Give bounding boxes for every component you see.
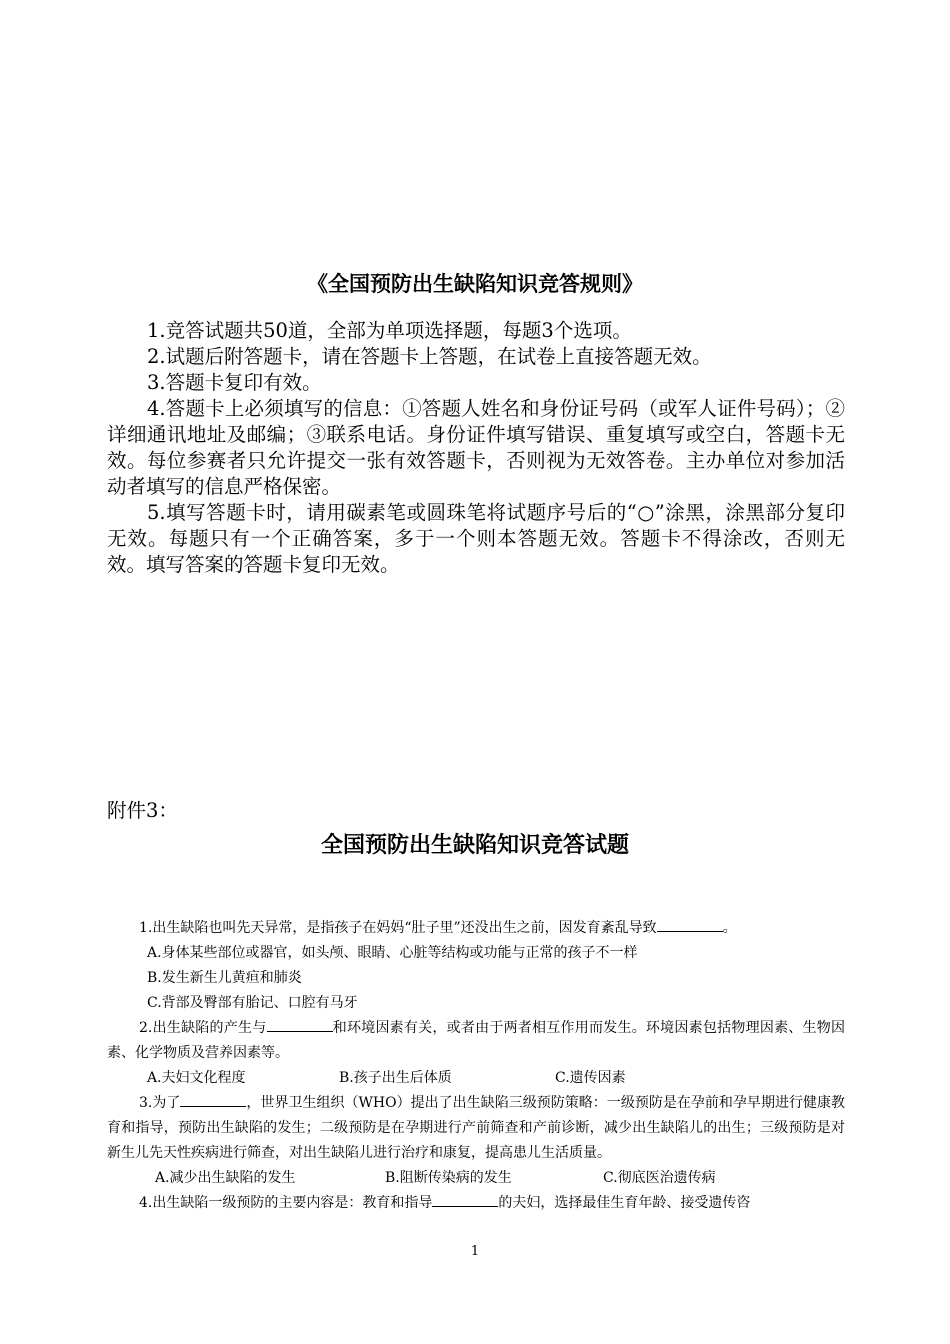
option-c: C.彻底医治遗传病 [603,1170,716,1186]
option-b: B.阻断传染病的发生 [385,1170,512,1186]
option-c: C.遗传因素 [555,1070,626,1086]
answer-blank [657,917,723,932]
options-row [107,1166,845,1191]
question-text: 和环境因素有关，或者由于两者相互作用而发生。环境因素包括物理因素、生物因素、化学物质及营养因素等。 [107,1020,846,1061]
question-4 [107,1191,845,1216]
question-text: 的夫妇，选择最佳生育年龄、接受遗传咨 [498,1195,751,1211]
option-a: A.身体某些部位或器官，如头颅、眼睛、心脏等结构或功能与正常的孩子不一样 [147,945,638,961]
question-3 [107,1091,845,1166]
question-list [107,916,845,1216]
rule-item: 2.试题后附答题卡，请在答题卡上答题，在试卷上直接答题无效。 [147,345,712,368]
question-1 [107,916,845,941]
rule-item: 5.填写答题卡时，请用碳素笔或圆珠笔将试题序号后的“○”涂黑，涂黑部分复印无效。每题只有一个正确答案，多于一个则本答题无效。答题卡不得涂改，否则无效。填写答案的答题卡复印无效。 [107,501,845,576]
rules-title: 《全国预防出生缺陷知识竞答规则》 [307,272,643,296]
option-b: B.孩子出生后体质 [339,1070,452,1086]
rule-item: 4.答题卡上必须填写的信息：①答题人姓名和身份证号码（或军人证件号码）；②详细通讯地址及邮编；③联系电话。身份证件填写错误、重复填写或空白，答题卡无效。每位参赛者只允许提交一张有效答题卡，否则视为无效答卷。主办单位对参加活动者填写的信息严格保密。 [107,397,845,498]
option-a: A.夫妇文化程度 [147,1070,246,1086]
answer-blank [180,1092,246,1107]
question-text: 2.出生缺陷的产生与 [139,1020,267,1036]
question-text: 4.出生缺陷一级预防的主要内容是：教育和指导 [139,1195,433,1211]
question-text: ，世界卫生组织（WHO）提出了出生缺陷三级预防策略：一级预防是在孕前和孕早期进行健康教育和指导，预防出生缺陷的发生；二级预防是在孕期进行产前筛查和产前诊断，减少出生缺陷儿的出生；三级预防是对新生儿先天性疾病进行筛查，对出生缺陷儿进行治疗和康复，提高患儿生活质量。 [107,1095,846,1161]
question-text: 3.为了 [139,1095,181,1111]
rule-item: 1.竞答试题共50道，全部为单项选择题，每题3个选项。 [147,319,632,342]
option-b: B.发生新生儿黄疸和肺炎 [147,970,302,986]
annex-label: 附件3： [107,799,178,822]
option-a: A.减少出生缺陷的发生 [155,1170,296,1186]
question-text: 1.出生缺陷也叫先天异常，是指孩子在妈妈“肚子里”还没出生之前，因发育紊乱导致 [139,920,657,936]
rules-list [107,318,845,578]
answer-blank [267,1017,333,1032]
option-c: C.背部及臀部有胎记、口腔有马牙 [147,995,358,1011]
page-number: 1 [470,1244,480,1259]
answer-blank [432,1192,498,1207]
quiz-title: 全国预防出生缺陷知识竞答试题 [320,833,629,858]
question-text: 。 [722,920,737,936]
rule-item: 3.答题卡复印有效。 [147,371,322,394]
question-2 [107,1016,845,1066]
options-row [107,1066,845,1091]
